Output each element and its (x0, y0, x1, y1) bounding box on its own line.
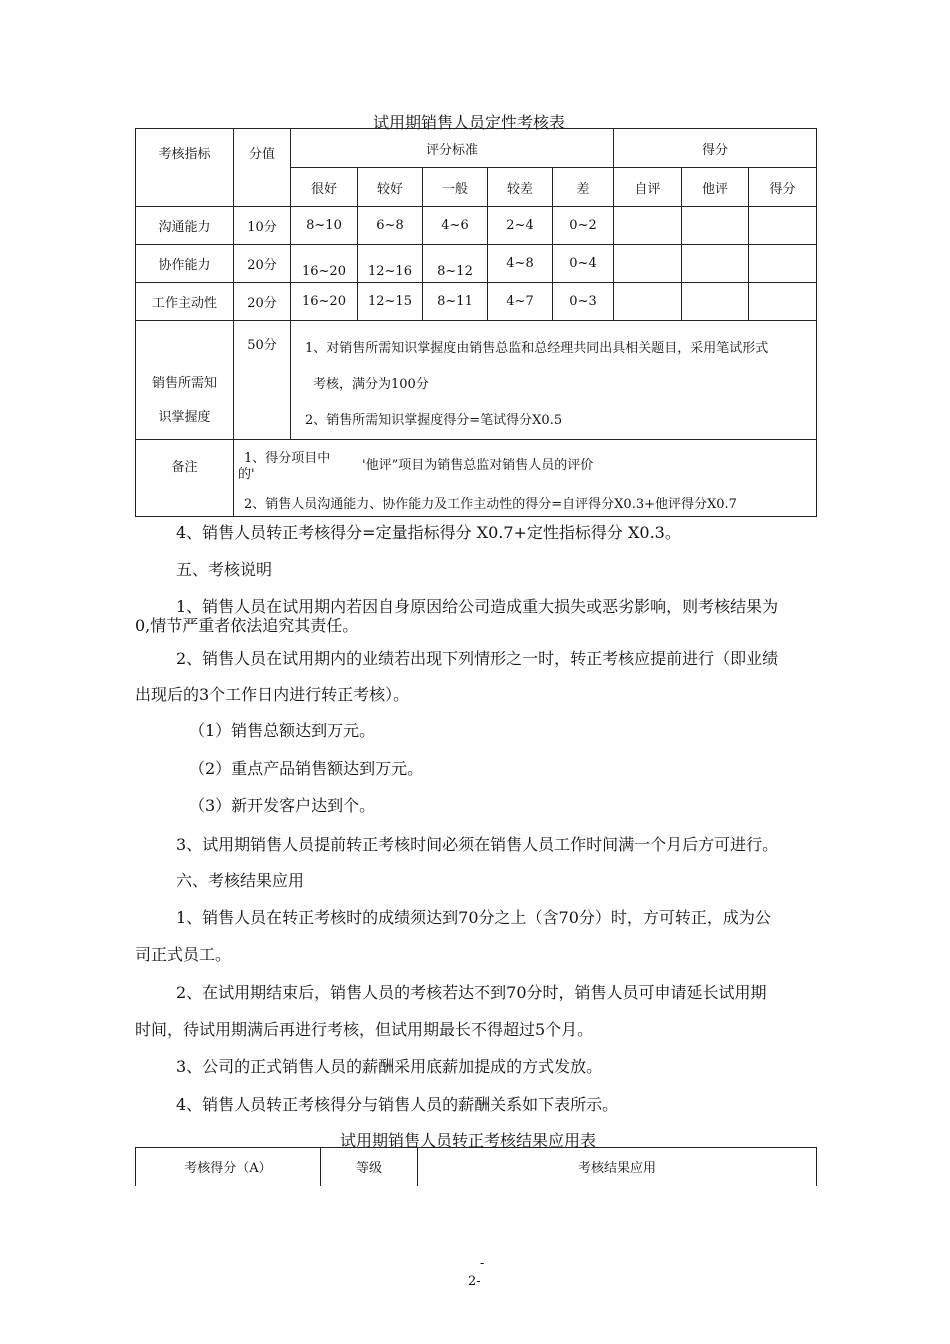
level-poor: 较差 (488, 168, 553, 207)
result-application-table (135, 1147, 817, 1186)
header-score-a: 考核得分（A） (136, 1148, 321, 1186)
knowledge-name-line1: 销售所需知 (151, 376, 217, 391)
knowledge-desc-line3: 2、销售所需知识掌握度得分=笔试得分X0.5 (305, 413, 563, 428)
empty-cell (614, 245, 682, 283)
table-row (136, 283, 817, 321)
header-score: 得分 (614, 129, 817, 168)
row-range: 12~16 (358, 245, 423, 283)
level-very-poor: 差 (553, 168, 614, 207)
paragraph-3: 3、试用期销售人员提前转正考核时间必须在销售人员工作时间满一个月后方可进行。 (176, 835, 779, 854)
row-range: 0~2 (553, 207, 614, 245)
score-self: 自评 (614, 168, 682, 207)
remarks-line1c: '他评”项目为销售总监对销售人员的评价 (362, 458, 594, 473)
row-name: 沟通能力 (136, 207, 234, 245)
row-name: 协作能力 (136, 245, 234, 283)
remarks-row (136, 440, 817, 517)
knowledge-desc-line2: 考核，满分为100分 (313, 377, 429, 392)
row-range: 16~20 (291, 245, 358, 283)
level-good: 较好 (358, 168, 423, 207)
row-range: 2~4 (488, 207, 553, 245)
paragraph-4-line2: 司正式员工。 (135, 945, 232, 964)
section-heading-6: 六、考核结果应用 (176, 871, 305, 890)
level-very-good: 很好 (291, 168, 358, 207)
list-item-2: （2）重点产品销售额达到万元。 (189, 759, 424, 778)
row-range: 4~6 (423, 207, 488, 245)
empty-cell (682, 207, 749, 245)
knowledge-row (136, 321, 817, 440)
score-total: 得分 (749, 168, 817, 207)
header-grade: 等级 (321, 1148, 418, 1186)
row-range: 8~10 (291, 207, 358, 245)
empty-cell (614, 283, 682, 321)
paragraph-6: 3、公司的正式销售人员的薪酬采用底薪加提成的方式发放。 (176, 1057, 603, 1076)
paragraph-5-line2: 时间，待试用期满后再进行考核，但试用期最长不得超过5个月。 (135, 1020, 594, 1039)
row-range: 8~11 (423, 283, 488, 321)
footer-dash: - (480, 1256, 485, 1271)
score-other: 他评 (682, 168, 749, 207)
empty-cell (749, 207, 817, 245)
score-formula-text: 4、销售人员转正考核得分=定量指标得分 X0.7+定性指标得分 X0.3。 (176, 523, 681, 542)
table-row (136, 245, 817, 283)
empty-cell (749, 245, 817, 283)
paragraph-4-line1: 1、销售人员在转正考核时的成绩须达到70分之上（含70分）时，方可转正，成为公 (176, 908, 771, 927)
table1-title: 试用期销售人员定性考核表 (373, 113, 566, 132)
paragraph-2-line1: 2、销售人员在试用期内的业绩若出现下列情形之一时，转正考核应提前进行（即业绩 (176, 649, 779, 668)
knowledge-desc-line1: 1、对销售所需知识掌握度由销售总监和总经理共同出具相关题目，采用笔试形式 (305, 341, 769, 356)
level-average: 一般 (423, 168, 488, 207)
row-range: 12~15 (358, 283, 423, 321)
row-range: 6~8 (358, 207, 423, 245)
paragraph-1-line1: 1、销售人员在试用期内若因自身原因给公司造成重大损失或恶劣影响，则考核结果为 (176, 597, 779, 616)
paragraph-5-line1: 2、在试用期结束后，销售人员的考核若达不到70分时，销售人员可申请延长试用期 (176, 983, 767, 1002)
header-criteria: 评分标准 (291, 129, 614, 168)
knowledge-description (291, 321, 817, 440)
list-item-3: （3）新开发客户达到个。 (189, 796, 376, 815)
row-range: 0~3 (553, 283, 614, 321)
empty-cell (614, 207, 682, 245)
table2-title: 试用期销售人员转正考核结果应用表 (340, 1131, 597, 1150)
row-name: 工作主动性 (136, 283, 234, 321)
row-weight: 20分 (234, 245, 291, 283)
page-number: 2- (468, 1274, 481, 1289)
row-weight: 10分 (234, 207, 291, 245)
empty-cell (682, 245, 749, 283)
paragraph-score-formula (176, 520, 681, 543)
row-range: 0~4 (553, 245, 614, 283)
paragraph-7: 4、销售人员转正考核得分与销售人员的薪酬关系如下表所示。 (176, 1095, 619, 1114)
remarks-line1a: 1、得分项目中 (244, 451, 331, 466)
qualitative-assessment-table (135, 128, 817, 517)
header-indicator: 考核指标 (136, 129, 234, 207)
row-range: 16~20 (291, 283, 358, 321)
knowledge-name (136, 321, 234, 440)
row-range: 4~7 (488, 283, 553, 321)
remarks-label: 备注 (136, 440, 234, 517)
paragraph-1-line2: 0,情节严重者依法追究其责任。 (135, 616, 359, 635)
row-range: 8~12 (423, 245, 488, 283)
list-item-1: （1）销售总额达到万元。 (189, 721, 376, 740)
remarks-content (234, 440, 817, 517)
paragraph-2-line2: 出现后的3个工作日内进行转正考核）。 (135, 685, 410, 704)
remarks-line2: 2、销售人员沟通能力、协作能力及工作主动性的得分=自评得分X0.3+他评得分X0.7 (244, 497, 737, 512)
remarks-line1b: 的' (238, 467, 255, 482)
empty-cell (749, 283, 817, 321)
header-result-application: 考核结果应用 (418, 1148, 817, 1186)
knowledge-name-line2: 识掌握度 (158, 410, 211, 425)
section-heading-5: 五、考核说明 (176, 560, 273, 579)
knowledge-weight: 50分 (234, 321, 291, 440)
row-weight: 20分 (234, 283, 291, 321)
row-range: 4~8 (488, 245, 553, 283)
header-weight: 分值 (234, 129, 291, 207)
empty-cell (682, 283, 749, 321)
table-row (136, 207, 817, 245)
